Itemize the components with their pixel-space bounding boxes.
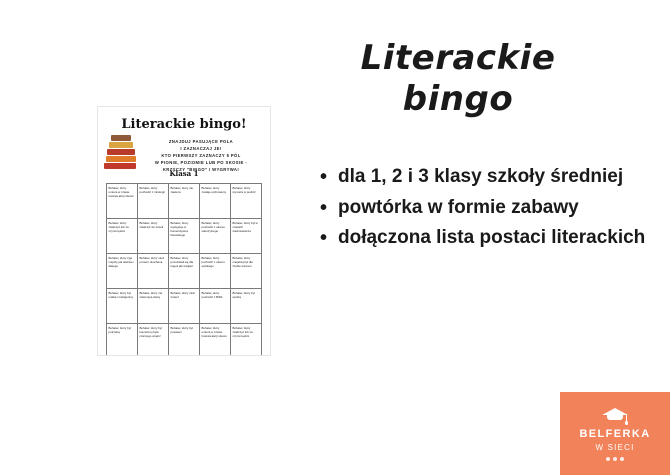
bingo-cell: Bohater, który pozostawił się dla kogoś jak wzgląd — [169, 254, 200, 289]
bingo-cell: Bohater, który pochodzi z okresu starożytnego — [200, 219, 231, 254]
instructions-line-5: KRZYCZY "BINGO" I WYGRYWA! — [162, 166, 240, 172]
worksheet-title: Literackie bingo! — [121, 117, 247, 132]
instructions-line-3: KTO PIERWSZY ZAZNACZY 5 PÓL — [161, 152, 241, 158]
instructions-line-2: I ZAZNACZAJ JE! — [180, 145, 222, 151]
bingo-grid — [106, 183, 262, 356]
decorative-dots — [606, 457, 624, 461]
table-row — [107, 254, 262, 289]
table-row — [107, 324, 262, 357]
bingo-cell: Bohater, który był komicznej była czarnego wnętrz — [138, 324, 169, 357]
brand-name: BELFERKA — [579, 428, 651, 441]
cap-base-shape — [607, 415, 623, 420]
dot — [606, 457, 610, 461]
bingo-cell: Bohater, który zwalczyć lub za czymś tęskni — [231, 324, 262, 357]
table-row — [107, 184, 262, 219]
bingo-cell: Bohater, który pochodzi z Biblii — [200, 289, 231, 324]
bingo-cell: Bohater, który był wodzą — [231, 289, 262, 324]
book-icon — [107, 149, 135, 155]
bingo-cell: Bohater, który mieć ponad i ukochana — [138, 254, 169, 289]
list-item: • dla 1, 2 i 3 klasy szkoły średniej — [320, 165, 660, 190]
title-line-1: Literackie — [360, 38, 556, 78]
graduation-cap-icon — [602, 406, 628, 424]
bingo-cell: Bohater, który nie zawiera — [169, 184, 200, 219]
bingo-cell: Bohater, który był w czasach średniowiecza — [231, 219, 262, 254]
bingo-cell: Bohater, który miejskiej był dla Ciebie wzorem — [231, 254, 262, 289]
worksheet-class-label: Klasa 1 — [169, 169, 199, 178]
bingo-cell: Bohater, który pochodzi z mitologii — [138, 184, 169, 219]
bingo-cell: Bohater, który zwalczyć lub za czymś tęskni — [107, 219, 138, 254]
bingo-cell: Bohater, który był powieści — [169, 324, 200, 357]
dot — [613, 457, 617, 461]
book-icon — [106, 156, 136, 162]
page-title — [268, 38, 648, 121]
bingo-cell: Bohater, który był potrzebą — [107, 324, 138, 357]
bingo-cell: Bohater, który był matką i inteligentny — [107, 289, 138, 324]
bingo-cell: Bohater, który umiera w czasie trwania akcji utworu — [200, 324, 231, 357]
bingo-cell: Bohater, który wyrusza w podróż — [231, 184, 262, 219]
book-stack-icon — [104, 133, 138, 169]
bingo-cell: Bohater, który żyje między jak wieków i dlatego — [107, 254, 138, 289]
table-row — [107, 289, 262, 324]
bingo-cell: Bohater, który zostaje uzdrowiony — [200, 184, 231, 219]
bingo-cell: Bohater, który występuje w Kamerdynera literackiego — [169, 219, 200, 254]
book-icon — [111, 135, 131, 141]
table-row — [107, 219, 262, 254]
brand-subtitle: W SIECI — [595, 442, 635, 452]
list-item: • dołączona lista postaci literackich — [320, 226, 660, 251]
bingo-cell: Bohater, który umiera w czasie trwania akcji utworu — [107, 184, 138, 219]
brand-badge — [560, 392, 670, 475]
dot — [620, 457, 624, 461]
bingo-cell: Bohater, który miał śmierć — [169, 289, 200, 324]
instructions-line-1: ZNAJDUJ PASUJĄCE POLA — [168, 139, 234, 144]
title-line-2: bingo — [402, 79, 514, 120]
bingo-cell: Bohater, który pochodzi z utworu epickiego — [200, 254, 231, 289]
feature-bullet-list — [300, 165, 660, 257]
cap-top-shape — [602, 408, 628, 415]
bingo-cell: Bohater, który ma zwierzęcą skórę — [138, 289, 169, 324]
list-item: • powtórka w formie zabawy — [320, 196, 660, 221]
instructions-line-4: W PIONIE, POZIOMIE LUB PO SKOSIE - — [154, 159, 248, 165]
worksheet-preview — [97, 106, 271, 356]
cap-tassel-ball-shape — [625, 421, 629, 425]
bingo-cell: Bohater, który zwalczył nie wrócił — [138, 219, 169, 254]
book-icon — [109, 142, 133, 148]
